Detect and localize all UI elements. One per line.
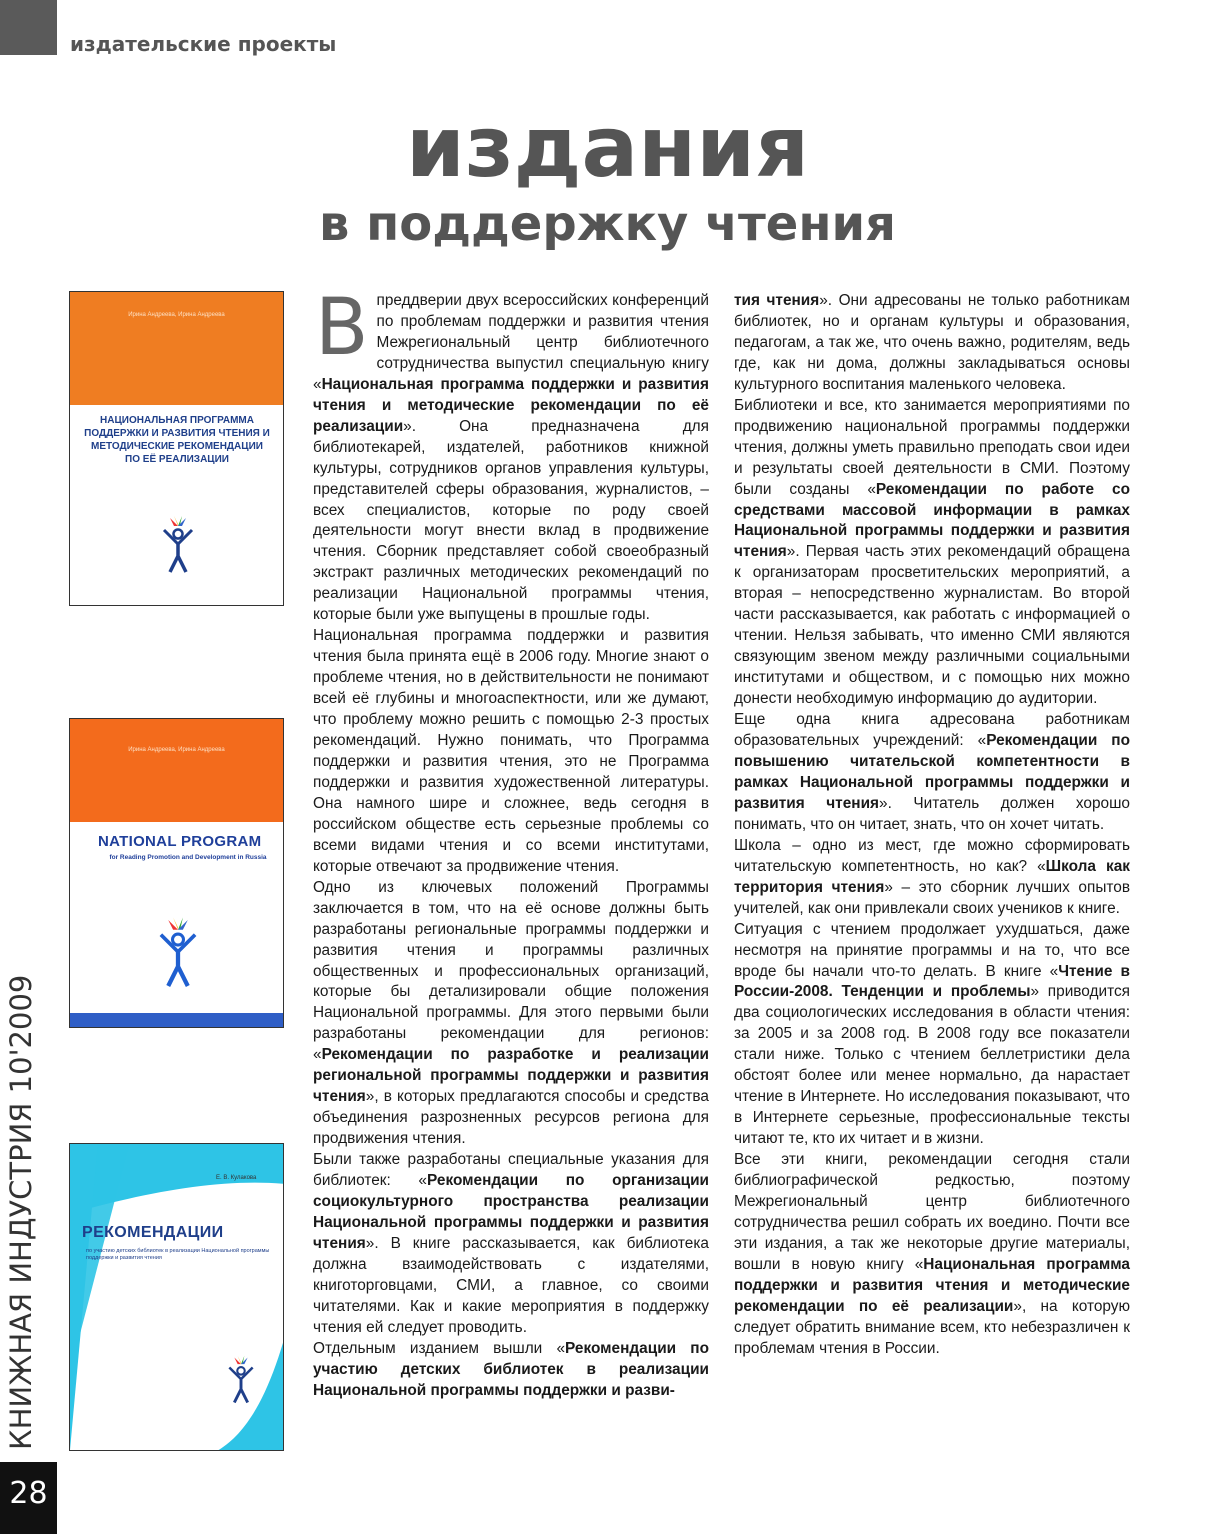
article-column-1	[313, 283, 710, 1402]
text-run: Все эти книги, рекомендации сегодня стали библиографической редкостью, поэтому Межрегиональный центр библиотечного сотрудничества решил собрать их воедино. Почти все эти издания, а так же некоторые другие материалы, вошли в новую книгу «	[734, 1151, 1130, 1273]
text-run: Национальная программа поддержки и развития чтения была принята ещё в 2006 году. Многие знают о проблеме чтения, но в действительности не понимают всей её глубины и многоаспектности, или же думают, что проблему можно решить с помощью 2-3 простых рекомендаций. Нужно понимать, что Программа поддержки и развития чтения, это не Программа поддержки и развития художественной литературы. Она намного шире и сложнее, ведь сегодня в российском обществе есть серьезные проблемы со всеми видами чтения и со всеми институтами, которые отвечают за продвижение чтения.	[313, 627, 709, 875]
reader-figure-icon	[226, 1354, 256, 1406]
article-paragraph	[313, 1339, 709, 1402]
article-paragraph	[734, 836, 1130, 920]
text-run: ». Она предназначена для библиотекарей, издателей, работников книжной культуры, сотрудников органов управления культуры, представителей сферы образования, журналистов, – всех специалистов, которые по роду своей деятельности могут внести вклад в продвижение чтения. Сборник представляет собой своеобразный экстракт различных методических рекомендаций по реализации Национальной программы чтения, которые были уже выпущены в прошлые годы.	[313, 417, 709, 624]
book-title-run: Рекомендации по повышению читательской компетентности в рамках Национальной программы поддержки и развития чтения	[734, 732, 1130, 812]
text-run: ». Они адресованы не только работникам библиотек, но и органам культуры и образования, педагогам, а так же, что очень важно, родителям, ведь где, как ни дома, должны закладываться основы культурного воспитания маленького человека.	[734, 292, 1130, 393]
text-run: ». В книге рассказывается, как библиотека должна взаимодействовать с издателями, книготорговцами, СМИ, а главное, со своими читателями. Как и какие мероприятия в поддержку чтения ей следует проводить.	[313, 1234, 709, 1336]
book-cover-national-program-en	[69, 718, 284, 1028]
cover-author: Е. В. Кулакова	[216, 1175, 257, 1181]
article-paragraph	[734, 291, 1130, 396]
book-title-run: Национальная программа поддержки и развития чтения и методические рекомендации по её реализации	[734, 1255, 1130, 1315]
article-paragraph	[734, 396, 1130, 710]
text-run: Отдельным изданием вышли «	[313, 1339, 566, 1357]
book-title-run: Рекомендации по работе со средствами массовой информации в рамках Национальной программы поддержки и развития чтения	[734, 480, 1130, 561]
text-run: Школа – одно из мест, где можно сформировать читательскую компетентность, но как? «	[734, 836, 1130, 875]
cover-bottom-band	[70, 1013, 283, 1027]
book-title-run: Национальная программа поддержки и развития чтения и методические рекомендации по её реализации	[313, 375, 709, 435]
article-column-2	[734, 291, 1130, 1360]
page-number: 28	[9, 1476, 48, 1511]
cover-top-band	[70, 292, 283, 405]
text-run: » приводится два социологических исследования в области чтения: за 2005 и за 2008 год. В 2008 году все показатели стали ниже. Только с чтением беллетристики дела обстоят более или менее нормально, да нарастает чтение в Интернете. Но исследования показывают, что в Интернете серьезные, профессиональные тексты читают те, кто их читает и в жизни.	[734, 983, 1130, 1148]
text-run: ». Первая часть этих рекомендаций обращена к организаторам просветительских мероприятий, а вторая – непосредственно журналистам. Во второй части рассказывается, как работать с информацией о чтении. Нельзя забывать, что именно СМИ являются связующим звеном между различными социальными институтами и обществом, и с помощью них можно донести необходимую информацию до аудитории.	[734, 543, 1130, 708]
page-title: издания	[405, 98, 810, 196]
cover-subtitle: по участию детских библиотек в реализации Национальной программы поддержки и развития чтения	[86, 1248, 270, 1261]
book-title-run: Школа как территория чтения	[734, 857, 1130, 896]
text-run: », в которых предлагаются способы и средства объединения разрозненных ресурсов региона для продвижения чтения.	[313, 1088, 709, 1148]
book-title-run: Чтение в России-2008. Тенденции и проблемы	[734, 962, 1130, 1001]
page-subtitle: в поддержку чтения	[319, 196, 896, 252]
cover-title: НАЦИОНАЛЬНАЯ ПРОГРАММА ПОДДЕРЖКИ И РАЗВИТИЯ ЧТЕНИЯ И МЕТОДИЧЕСКИЕ РЕКОМЕНДАЦИИ ПО ЕЁ РЕАЛИЗАЦИИ	[84, 415, 270, 465]
article-paragraph	[734, 710, 1130, 836]
article-paragraph	[313, 1150, 709, 1339]
column-2-body	[734, 291, 1130, 1360]
reader-figure-icon	[156, 915, 200, 991]
book-cover-recommendations	[69, 1143, 284, 1451]
text-run: Одно из ключевых положений Программы заключается в том, что на её основе должны быть разработаны региональные программы поддержки и развития чтения и программы различных общественных и профессиональных организаций, которые бы детализировали общие положения Национальной программы. Для этого первыми были разработаны рекомендации для регионов: «	[313, 878, 709, 1064]
book-title-run: Рекомендации по участию детских библиотек в реализации Национальной программы поддержки и разви-	[313, 1339, 709, 1399]
book-title-run: Рекомендации по организации социокультурного пространства реализации Национальной программы поддержки и развития чтения	[313, 1172, 710, 1252]
cover-authors: Ирина Андреева, Ирина Андреева	[128, 312, 225, 318]
cover-authors: Ирина Андреева, Ирина Андреева	[128, 747, 225, 753]
book-leaves	[170, 516, 186, 526]
section-label: издательские проекты	[70, 32, 337, 56]
article-paragraph	[734, 1150, 1130, 1360]
magazine-name: КНИЖНАЯ ИНДУСТРИЯ 10'2009	[4, 974, 38, 1450]
text-run: преддверии двух всероссийских конференций по проблемам поддержки и развития чтения Межрегиональный центр библиотечного сотрудничества выпустил специальную книгу «	[313, 292, 709, 393]
book-title-run: тия чтения	[734, 292, 820, 309]
text-run: Библиотеки и все, кто занимается мероприятиями по продвижению национальной программы поддержки чтения, должны уметь правильно преподать свои идеи и результаты своей деятельности в СМИ. Поэтому были созданы «	[734, 396, 1130, 498]
article-paragraph	[313, 878, 709, 1150]
book-title-run: Рекомендации по разработке и реализации региональной программы поддержки и развития чтения	[313, 1046, 709, 1106]
text-run: ». Читатель должен хорошо понимать, что он читает, знать, что он хочет читать.	[734, 794, 1130, 833]
header-corner-block	[0, 0, 57, 55]
book-cover-national-program	[69, 291, 284, 606]
cover-top-band	[70, 719, 283, 822]
article-paragraph	[734, 920, 1130, 1150]
text-run: Были также разработаны специальные указания для библиотек: «	[313, 1151, 709, 1190]
text-run: » – это сборник лучших опытов учителей, как они привлекали своих учеников к книге.	[734, 878, 1130, 917]
cover-subtitle: for Reading Promotion and Development in Russia	[109, 854, 267, 861]
reader-figure-icon	[160, 514, 196, 576]
text-run: Еще одна книга адресована работникам образовательных учреждений: «	[734, 711, 1130, 750]
dropcap: В	[315, 283, 369, 373]
article-paragraph	[313, 626, 709, 877]
cover-title: NATIONAL PROGRAM	[98, 833, 262, 850]
text-run: Ситуация с чтением продолжает ухудшаться, даже несмотря на принятие программы и на то, что все вроде бы начали что-то делать. В книге «	[734, 920, 1130, 980]
cover-title: РЕКОМЕНДАЦИИ	[82, 1224, 224, 1241]
text-run: », на которую следует обратить внимание всем, кто небезразличен к проблемам чтения в России.	[734, 1297, 1131, 1357]
column-1-body	[313, 283, 710, 1402]
article-paragraph	[313, 283, 709, 626]
